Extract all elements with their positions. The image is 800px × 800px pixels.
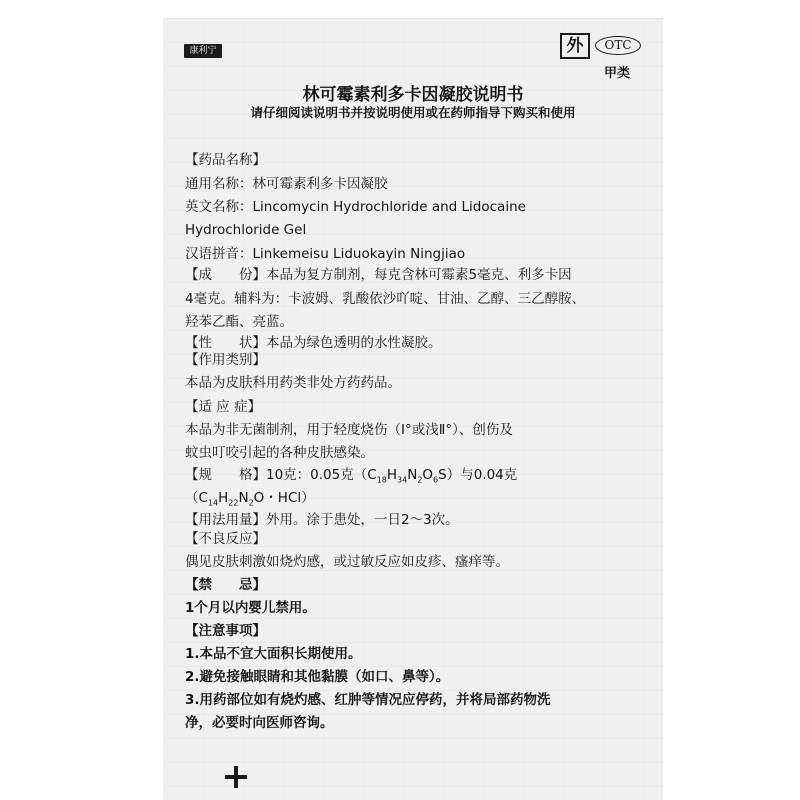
section-header-name: 【药品名称】 <box>185 152 266 168</box>
note-item-3-line-1: 3.用药部位如有烧灼感、红肿等情况应停药，并将局部药物洗 <box>185 692 551 708</box>
spec-line-2 <box>185 489 315 507</box>
character-text: 本品为绿色透明的水性凝胶。 <box>266 335 442 351</box>
spec-text-d: O <box>422 467 434 483</box>
spec2-text-b: H <box>218 490 229 506</box>
spec-text-c: N <box>407 467 418 483</box>
spec2-text-a: （C <box>185 490 208 506</box>
note-item-2: 2.避免接触眼睛和其他黏膜（如口、鼻等）。 <box>185 669 450 685</box>
class-a-label: 甲类 <box>604 66 631 81</box>
spec2-text-c: N <box>238 490 249 506</box>
section-header-adverse: 【不良反应】 <box>185 531 266 547</box>
english-name-line-1: 英文名称：Lincomycin Hydrochloride and Lidocaine <box>185 199 526 215</box>
usage-text: 外用。涂于患处，一日2～3次。 <box>266 512 459 528</box>
english-name-line-2: Hydrochloride Gel <box>185 222 307 238</box>
spec-text-a: 10克：0.05克（C <box>266 467 377 483</box>
section-header-category: 【作用类别】 <box>185 352 266 368</box>
spec-line-1 <box>185 466 517 484</box>
otc-badge: OTC <box>595 36 641 55</box>
page-subtitle: 请仔细阅读说明书并按说明使用或在药师指导下购买和使用 <box>250 105 576 120</box>
composition-line-1 <box>185 266 572 284</box>
spec-sub-1: 18 <box>376 475 387 485</box>
usage-line <box>185 511 459 529</box>
spec-text-e: S）与0.04克 <box>438 467 518 483</box>
composition-text-1: 本品为复方制剂，每克含林可霉素5毫克、利多卡因 <box>266 267 572 283</box>
composition-line-2: 4毫克。辅料为：卡波姆、乳酸依沙吖啶、甘油、乙醇、三乙醇胺、 <box>185 291 586 307</box>
contraindication-text: 1个月以内婴儿禁用。 <box>185 600 316 616</box>
pinyin-name: 汉语拼音：Linkemeisu Liduokayin Ningjiao <box>185 246 466 262</box>
spec-text-b: H <box>386 467 398 483</box>
adverse-text: 偶见皮肤刺激如烧灼感，或过敏反应如皮疹、瘙痒等。 <box>185 554 509 570</box>
section-header-spec: 【规 格】 <box>185 467 266 483</box>
indication-line-1: 本品为非无菌制剂，用于轻度烧伤（Ⅰ°或浅Ⅱ°）、创伤及 <box>185 422 513 438</box>
spec-sub-4: 6 <box>433 475 439 485</box>
note-item-1: 1.本品不宜大面积长期使用。 <box>185 646 362 662</box>
section-header-notes: 【注意事项】 <box>185 623 266 639</box>
character-line <box>185 334 442 352</box>
note-item-3-line-2: 净，必要时向医师咨询。 <box>185 715 334 731</box>
section-header-composition: 【成 份】 <box>185 267 266 283</box>
generic-name: 通用名称：林可霉素利多卡因凝胶 <box>185 176 388 192</box>
spec2-text-d: O・HCl） <box>253 490 315 506</box>
composition-line-3: 羟苯乙酯、亮蓝。 <box>185 314 293 330</box>
indication-line-2: 蚊虫叮咬引起的各种皮肤感染。 <box>185 445 374 461</box>
spec2-sub-1: 14 <box>207 498 219 508</box>
spec-sub-2: 34 <box>397 475 408 485</box>
registration-mark-icon <box>225 766 247 788</box>
section-header-indication: 【适 应 症】 <box>185 399 262 415</box>
section-header-contraindication: 【禁 忌】 <box>185 577 266 593</box>
spec2-sub-2: 22 <box>228 498 239 508</box>
section-header-usage: 【用法用量】 <box>185 512 266 528</box>
spec2-sub-3: 2 <box>248 498 254 508</box>
spec-sub-3: 2 <box>417 475 423 485</box>
section-header-character: 【性 状】 <box>185 335 266 351</box>
page-title: 林可霉素利多卡因凝胶说明书 <box>302 85 524 105</box>
category-text: 本品为皮肤科用药类非处方药药品。 <box>185 375 401 391</box>
brand-logo: 康利宁 <box>184 44 222 58</box>
external-use-badge: 外 <box>560 33 590 59</box>
